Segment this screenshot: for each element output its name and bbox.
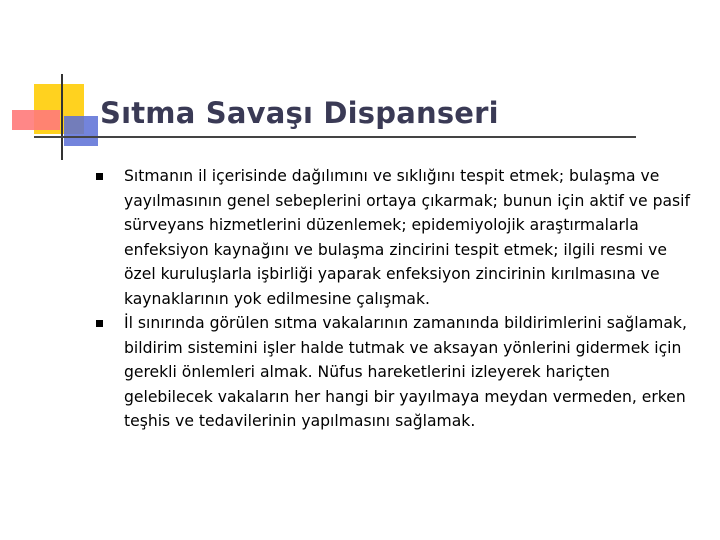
title-underline-rule — [34, 136, 636, 138]
title-decoration — [0, 0, 720, 170]
bullet-text: Sıtmanın il içerisinde dağılımını ve sıklığını tespit etmek; bulaşma ve yayılmasının genel sebeplerini ortaya çıkarmak; bunun için aktif ve pasif sürveyans hizmetlerini düzenlemek; epidemiyolojik araştırmalarla enfeksiyon kaynağını ve bulaşma zincirini tespit etmek; ilgili resmi ve özel kuruluşlarla işbirliği yaparak enfeksiyon zincirinin kırılmasına ve kaynaklarının yok edilmesine çalışmak. — [124, 167, 690, 308]
bullet-item — [96, 311, 696, 434]
bullet-item — [96, 164, 696, 311]
square-bullet-icon — [96, 173, 103, 180]
square-bullet-icon — [96, 320, 103, 327]
slide-title: Sıtma Savaşı Dispanseri — [100, 96, 499, 130]
vertical-rule — [61, 74, 63, 160]
bullet-text: İl sınırında görülen sıtma vakalarının zamanında bildirimlerini sağlamak, bildirim sistemini işler halde tutmak ve aksayan yönlerini gidermek için gerekli önlemleri almak. Nüfus hareketlerini izleyerek hariçten gelebilecek vakaların her hangi bir yayılmaya meydan vermeden, erken teşhis ve tedavilerinin yapılmasını sağlamak. — [124, 314, 687, 430]
bullet-list — [96, 164, 696, 434]
red-bar-decoration — [12, 110, 60, 130]
blue-square-decoration — [64, 116, 98, 146]
